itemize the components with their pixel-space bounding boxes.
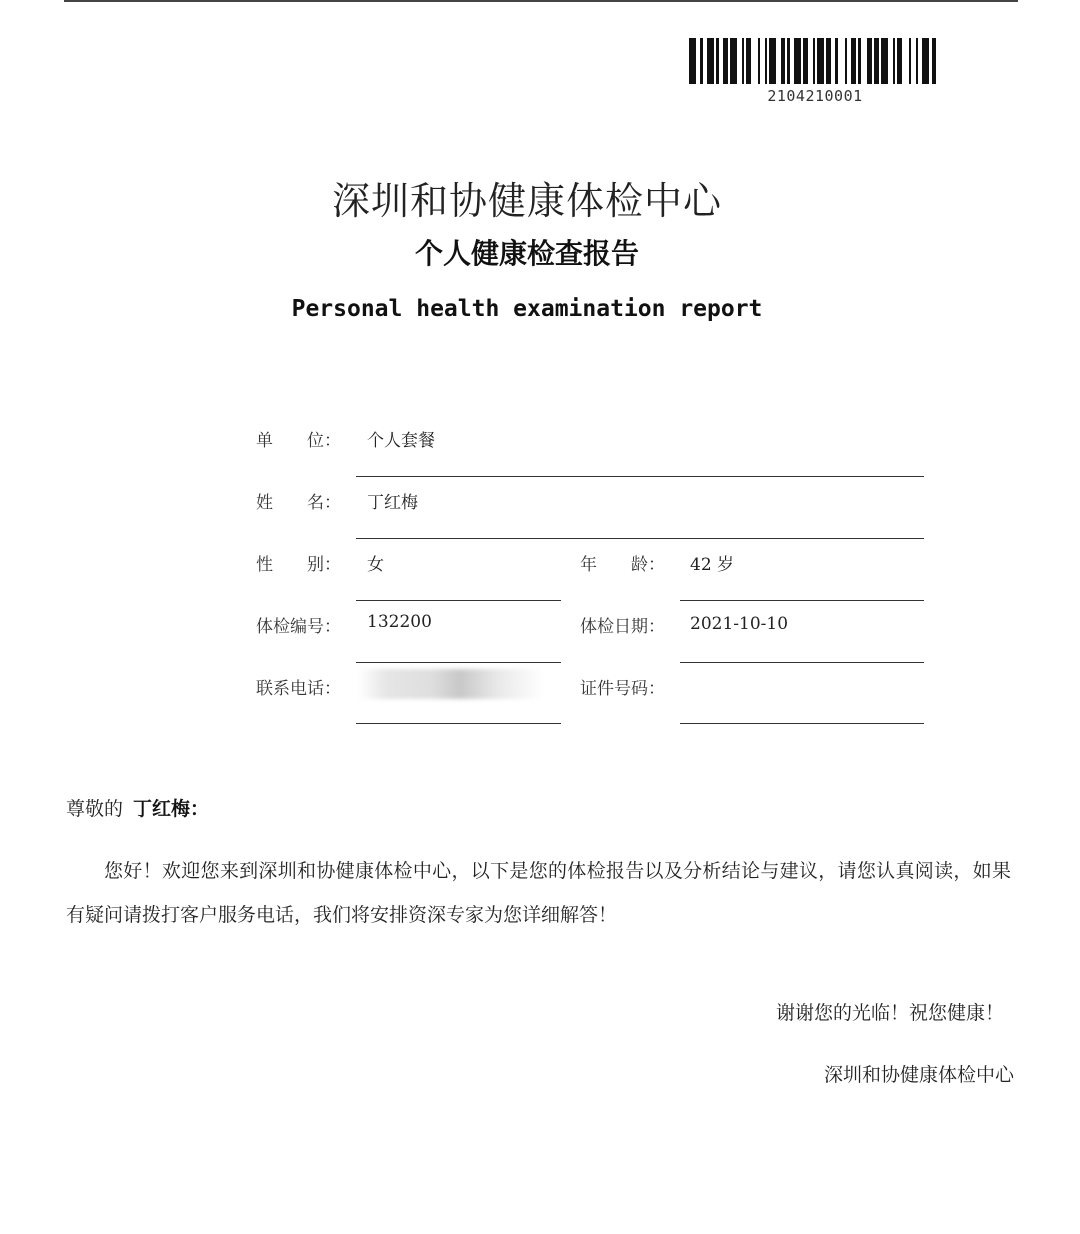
unit-label: 单 位： (256, 431, 341, 451)
barcode-number: 2104210001 (767, 87, 863, 105)
age-value: 42 岁 (690, 555, 735, 575)
id-no-label: 证件号码： (580, 679, 665, 699)
unit-underline (356, 476, 924, 477)
phone-value-redacted (358, 669, 543, 699)
recipient-name: 丁红梅： (133, 798, 210, 820)
gender-underline (356, 600, 561, 601)
phone-label: 联系电话： (256, 679, 341, 699)
gender-label: 性 别： (256, 555, 341, 575)
exam-date-underline (680, 662, 924, 663)
report-title: 个人健康检查报告 (414, 237, 639, 270)
age-underline (680, 600, 924, 601)
exam-no-label: 体检编号： (256, 617, 341, 637)
exam-date-value: 2021-10-10 (690, 614, 789, 634)
gender-value: 女 (367, 555, 384, 575)
exam-no-underline (356, 662, 561, 663)
name-underline (356, 538, 924, 539)
center-name-heading: 深圳和协健康体检中心 (331, 179, 722, 223)
report-title-english: Personal health examination report (291, 296, 763, 322)
name-value: 丁红梅 (367, 493, 418, 513)
age-label: 年 龄： (580, 555, 665, 575)
thanks-line: 谢谢您的光临！祝您健康！ (775, 1002, 1004, 1024)
unit-value: 个人套餐 (367, 431, 435, 451)
salutation-text: 尊敬的 (66, 798, 124, 820)
barcode-image (689, 38, 939, 84)
phone-underline (356, 723, 561, 724)
salutation-line (66, 794, 209, 821)
exam-no-value: 132200 (367, 612, 432, 632)
id-no-underline (680, 723, 924, 724)
letter-body: 您好！欢迎您来到深圳和协健康体检中心，以下是您的体检报告以及分析结论与建议，请您认真阅读，如果有疑问请拨打客户服务电话，我们将安排资深专家为您详细解答！ (66, 860, 1011, 926)
exam-date-label: 体检日期： (580, 617, 665, 637)
signature-line: 深圳和协健康体检中心 (823, 1064, 1014, 1086)
name-label: 姓 名： (256, 493, 341, 513)
top-border-line (64, 0, 1018, 2)
